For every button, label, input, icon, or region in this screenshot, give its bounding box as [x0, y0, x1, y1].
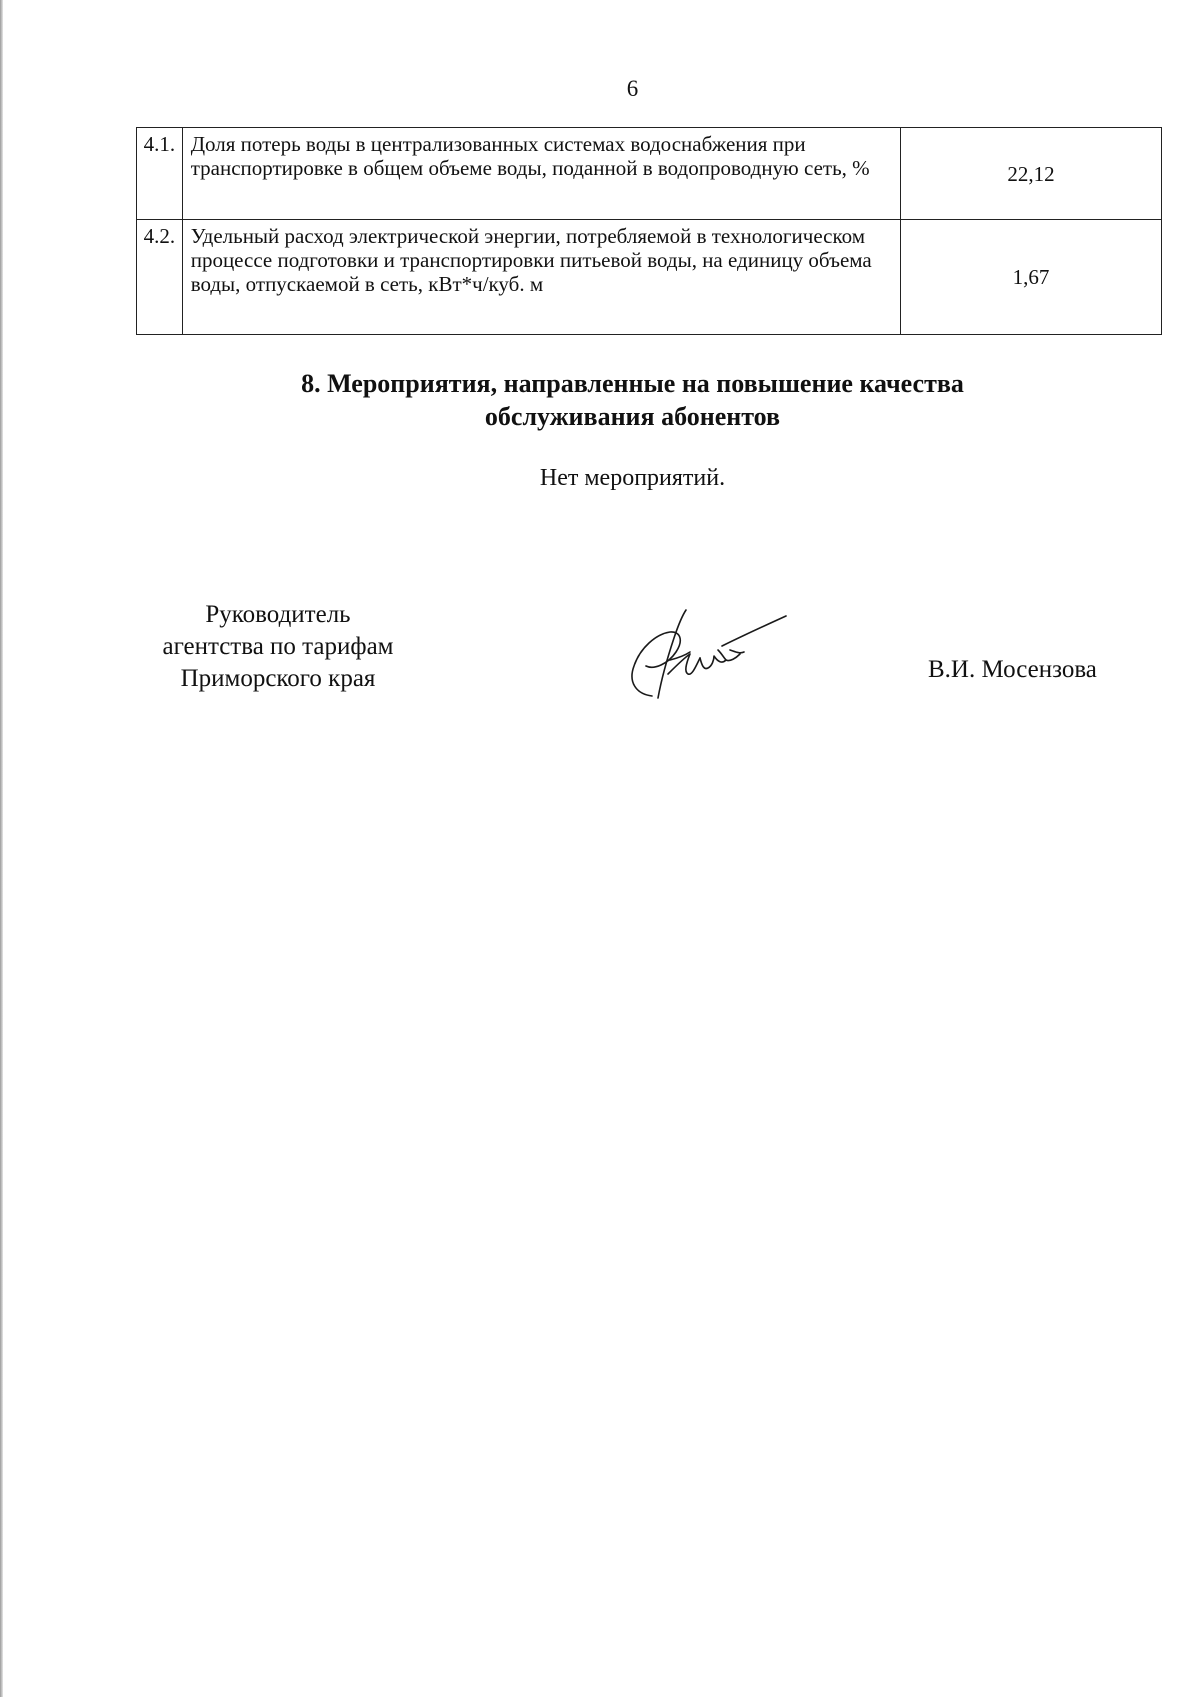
- row-number: 4.1.: [137, 128, 183, 220]
- row-value: 22,12: [900, 128, 1161, 220]
- signer-title-line-1: Руководитель: [205, 601, 351, 628]
- page-number: 6: [626, 76, 639, 101]
- row-number: 4.2.: [137, 220, 183, 335]
- section-body: Нет мероприятий.: [539, 465, 726, 491]
- row-description: Доля потерь воды в централизованных системах водоснабжения при транспортировке в общем объеме воды, поданной в водопроводную сеть, %: [182, 128, 900, 220]
- handwritten-signature: [618, 604, 788, 702]
- signer-title-line-2: агентства по тарифам: [162, 633, 394, 660]
- table-row: [137, 220, 1162, 335]
- row-value: 1,67: [900, 220, 1161, 335]
- table-row: [137, 128, 1162, 220]
- row-description: Удельный расход электрической энергии, потребляемой в технологическом процессе подготовки и транспортировки питьевой воды, на единицу объема воды, отпускаемой в сеть, кВт*ч/куб. м: [182, 220, 900, 335]
- signer-title-line-3: Приморского края: [180, 665, 376, 692]
- indicators-table: [136, 127, 1162, 335]
- section-heading: [0, 367, 1200, 433]
- section-heading-line-1: 8. Мероприятия, направленные на повышение качества: [301, 369, 964, 398]
- section-heading-line-2: обслуживания абонентов: [484, 402, 781, 431]
- signer-title: [138, 599, 418, 695]
- signer-name: В.И. Мосензова: [928, 656, 1097, 683]
- scan-edge-shadow: [0, 0, 3, 1697]
